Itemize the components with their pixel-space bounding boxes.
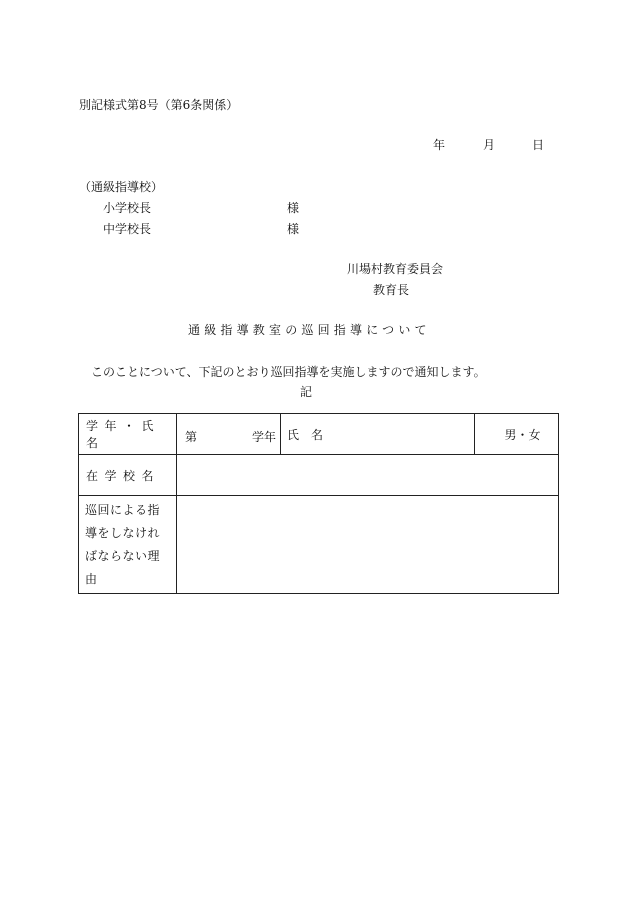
reason-row — [79, 496, 559, 594]
date-day-label: 日 — [532, 138, 545, 152]
school-name-field[interactable] — [177, 455, 559, 496]
ki-label: 記 — [300, 385, 313, 399]
sender-organization: 川場村教育委員会 — [347, 262, 444, 276]
recipient-elementary-honorific: 様 — [287, 201, 300, 215]
recipient-elementary-principal: 小学校長 — [103, 201, 152, 215]
document-title: 通級指導教室の巡回指導について — [188, 323, 431, 337]
grade-field[interactable] — [177, 414, 281, 455]
form-table — [78, 413, 559, 594]
grade-name-label: 学年・氏名 — [79, 414, 177, 455]
form-number: 別記様式第8号（第6条関係） — [79, 98, 239, 112]
recipient-junior-high-honorific: 様 — [287, 222, 300, 236]
date-year-label: 年 — [433, 138, 446, 152]
recipient-junior-high-principal: 中学校長 — [103, 222, 152, 236]
date-month-label: 月 — [483, 138, 496, 152]
reason-field[interactable] — [177, 496, 559, 594]
school-row — [79, 455, 559, 496]
recipient-heading: （通級指導校） — [79, 180, 164, 194]
sender-title: 教育長 — [373, 283, 410, 297]
name-field[interactable]: 氏名 — [281, 414, 475, 455]
grade-suffix: 学年 — [251, 430, 276, 444]
body-text: このことについて、下記のとおり巡回指導を実施しますので通知します。 — [91, 365, 486, 379]
sex-field[interactable]: 男・女 — [475, 414, 559, 455]
school-name-label: 在学校名 — [79, 455, 177, 496]
reason-label: 巡回による指導をしなければならない理由 — [79, 496, 177, 594]
grade-name-row — [79, 414, 559, 455]
grade-prefix: 第 — [185, 430, 198, 444]
